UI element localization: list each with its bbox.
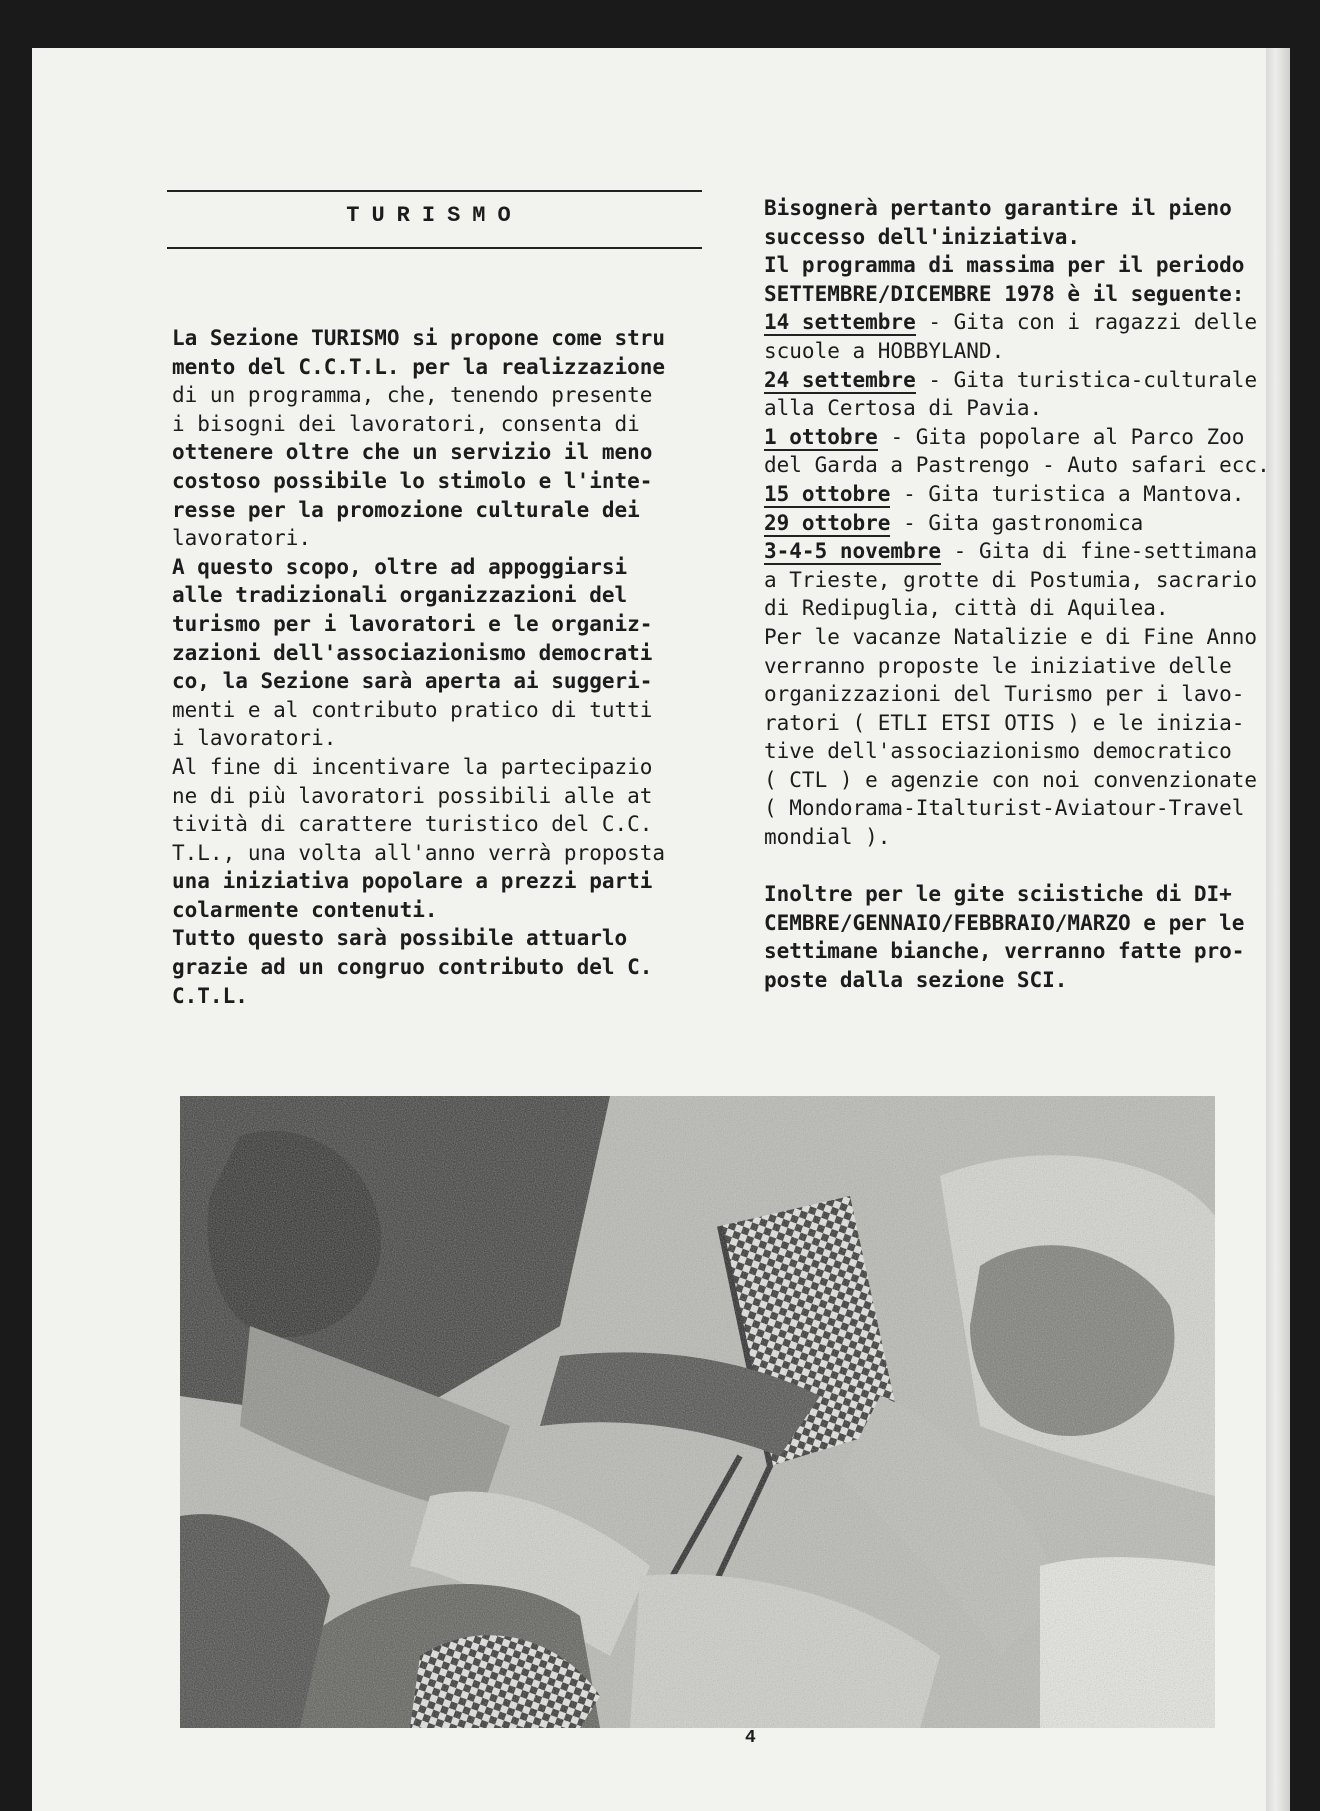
holidays-text-line: ratori ( ETLI ETSI OTIS ) e le inizia- — [764, 710, 1245, 735]
left-text-line: una iniziativa popolare a prezzi parti — [172, 869, 653, 894]
blank-line — [764, 852, 1270, 881]
left-text-line: ne di più lavoratori possibili alle at — [172, 783, 653, 808]
left-text-line: tività di carattere turistico del C.C. — [172, 812, 653, 837]
schedule-date: 1 ottobre — [764, 424, 878, 449]
left-text-line: co, la Sezione sarà aperta ai suggeri- — [172, 669, 653, 694]
schedule-description: - Gita turistica a Mantova. — [890, 481, 1245, 506]
ski-text-line: Inoltre per le gite sciistiche di DI+ — [764, 882, 1232, 907]
ski-text-line: poste dalla sezione SCI. — [764, 968, 1068, 993]
schedule-description-cont: alla Certosa di Pavia. — [764, 396, 1043, 421]
left-text-line: costoso possibile lo stimolo e l'inte- — [172, 468, 653, 493]
left-text-line: menti e al contributo pratico di tutti — [172, 697, 653, 722]
holidays-text-line: ( CTL ) e agenzie con noi convenzionate — [764, 767, 1258, 792]
left-column-text — [172, 324, 665, 1010]
left-text-line: A questo scopo, oltre ad appoggiarsi — [172, 554, 628, 579]
holidays-text-line: tive dell'associazionismo democratico — [764, 739, 1232, 764]
holidays-text-line: ( Mondorama-Italturist-Aviatour-Travel — [764, 796, 1245, 821]
left-text-line: ottenere oltre che un servizio il meno — [172, 440, 653, 465]
ski-text-line: settimane bianche, verranno fatte pro- — [764, 939, 1245, 964]
left-text-line: Al fine di incentivare la partecipazio — [172, 754, 653, 779]
schedule-description-cont: del Garda a Pastrengo - Auto safari ecc. — [764, 453, 1270, 478]
intro-text-line: Il programma di massima per il periodo — [764, 253, 1245, 278]
left-text-line: colarmente contenuti. — [172, 897, 438, 922]
left-text-line: di un programma, che, tenendo presente — [172, 383, 653, 408]
holidays-text-line: verranno proposte le iniziative delle — [764, 653, 1232, 678]
left-text-line: zazioni dell'associazionismo democrati — [172, 640, 653, 665]
schedule-description-cont: a Trieste, grotte di Postumia, sacrario — [764, 567, 1258, 592]
title-rule-top — [167, 190, 702, 192]
schedule-date: 29 ottobre — [764, 510, 891, 535]
intro-text-line: Bisognerà pertanto garantire il pieno — [764, 196, 1232, 220]
schedule-item — [764, 423, 1270, 452]
beach-photo — [180, 1096, 1215, 1728]
left-text-line: alle tradizionali organizzazioni del — [172, 583, 628, 608]
schedule-description-cont: scuole a HOBBYLAND. — [764, 338, 1005, 363]
left-text-line: La Sezione TURISMO si propone come stru — [172, 326, 666, 350]
left-text-line: mento del C.C.T.L. per la realizzazione — [172, 354, 666, 379]
schedule-description-cont: di Redipuglia, città di Aquilea. — [764, 596, 1169, 621]
holidays-text-line: mondial ). — [764, 825, 891, 850]
schedule-item — [764, 480, 1270, 509]
schedule-description: - Gita gastronomica — [890, 510, 1144, 535]
schedule-description: - Gita turistica-culturale — [915, 367, 1258, 392]
schedule-date: 14 settembre — [764, 310, 916, 335]
left-text-line: i bisogni dei lavoratori, consenta di — [172, 411, 640, 436]
schedule-item — [764, 366, 1270, 395]
left-text-line: i lavoratori. — [172, 726, 337, 751]
schedule-description: - Gita con i ragazzi delle — [915, 310, 1258, 335]
holidays-text-line: organizzazioni del Turismo per i lavo- — [764, 682, 1245, 707]
intro-text-line: SETTEMBRE/DICEMBRE 1978 è il seguente: — [764, 281, 1245, 306]
left-text-line: grazie ad un congruo contributo del C. — [172, 955, 653, 980]
intro-text-line: successo dell'iniziativa. — [764, 224, 1081, 249]
right-column-text — [764, 194, 1270, 995]
left-text-line: turismo per i lavoratori e le organiz- — [172, 611, 653, 636]
holidays-text-line: Per le vacanze Natalizie e di Fine Anno — [764, 624, 1258, 649]
title-rule-bottom — [167, 247, 702, 249]
document-page — [32, 48, 1290, 1811]
left-text-line: lavoratori. — [172, 526, 312, 551]
beach-photo-image — [180, 1096, 1215, 1728]
schedule-date: 24 settembre — [764, 367, 916, 392]
left-text-line: Tutto questo sarà possibile attuarlo — [172, 926, 628, 951]
page-number: 4 — [745, 1728, 756, 1748]
schedule-date: 3-4-5 novembre — [764, 539, 942, 564]
section-title: TURISMO — [346, 203, 523, 228]
schedule-item — [764, 537, 1270, 566]
left-text-line: T.L., una volta all'anno verrà proposta — [172, 840, 666, 865]
schedule-date: 15 ottobre — [764, 481, 891, 506]
ski-text-line: CEMBRE/GENNAIO/FEBBRAIO/MARZO e per le — [764, 910, 1245, 935]
schedule-item — [764, 509, 1270, 538]
schedule-description: - Gita popolare al Parco Zoo — [877, 424, 1245, 449]
schedule-description: - Gita di fine-settimana — [941, 539, 1258, 564]
schedule-item — [764, 308, 1270, 337]
left-text-line: resse per la promozione culturale dei — [172, 497, 640, 522]
left-text-line: C.T.L. — [172, 983, 248, 1008]
